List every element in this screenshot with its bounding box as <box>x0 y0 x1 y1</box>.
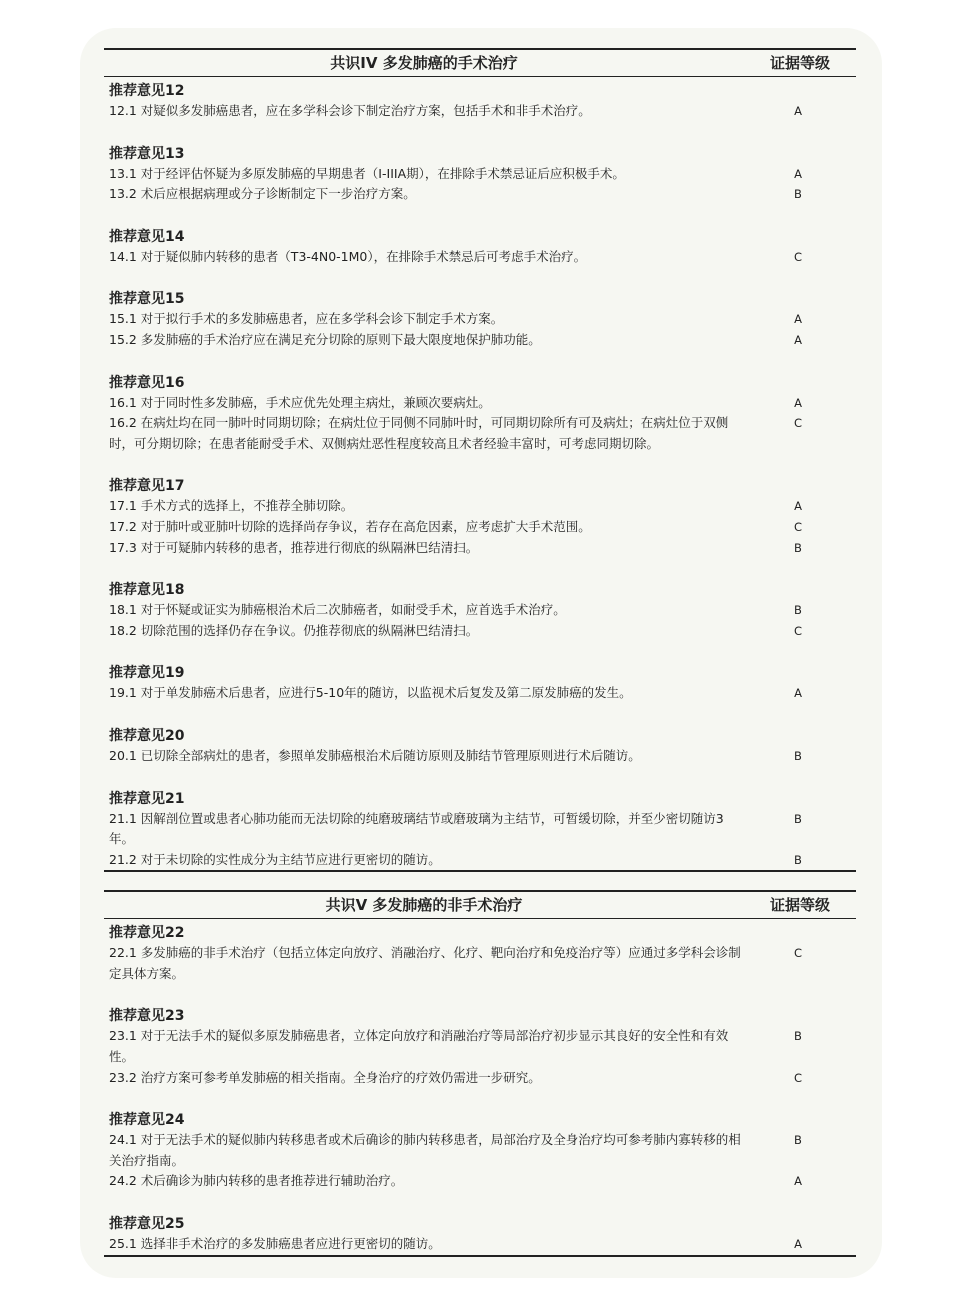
evidence-grade: B <box>794 811 802 826</box>
recommendation-block <box>104 373 856 455</box>
evidence-grade: C <box>793 519 803 534</box>
recommendation-title: 推荐意见13 <box>109 145 185 162</box>
item-text: 17.1 手术方式的选择上，不推荐全肺切除。 <box>109 498 354 514</box>
recommendation-item <box>104 413 856 454</box>
consensus-section <box>104 48 856 872</box>
recommendation-title: 推荐意见17 <box>109 478 185 495</box>
recommendation-item <box>104 600 856 621</box>
evidence-grade: C <box>793 623 803 638</box>
recommendation-item <box>104 1171 856 1192</box>
recommendation-block <box>104 1006 856 1088</box>
section-bottom-rule <box>104 1255 856 1257</box>
evidence-grade: B <box>794 852 802 867</box>
recommendation-item <box>104 621 856 642</box>
item-text: 24.1 对于无法手术的疑似肺内转移患者或术后确诊的肺内转移患者，局部治疗及全身治疗均可参考肺内寡转移的相关治疗指南。 <box>109 1132 741 1168</box>
evidence-grade: A <box>794 686 802 701</box>
item-text: 21.2 对于未切除的实性成分为主结节应进行更密切的随访。 <box>109 851 441 867</box>
item-text: 17.2 对于肺叶或亚肺叶切除的选择尚存争议，若存在高危因素，应考虑扩大手术范围。 <box>109 518 591 534</box>
recommendation-item <box>104 1068 856 1089</box>
recommendation-title: 推荐意见22 <box>109 925 185 942</box>
recommendation-item <box>104 538 856 559</box>
recommendation-block <box>104 1214 856 1255</box>
recommendation-block <box>104 1110 856 1192</box>
recommendation-item <box>104 683 856 704</box>
evidence-grade: B <box>794 540 802 555</box>
section-bottom-rule <box>104 870 856 872</box>
item-text: 13.1 对于经评估怀疑为多原发肺癌的早期患者（I-IIIA期），在排除手术禁忌证后应积极手术。 <box>109 165 625 181</box>
recommendation-block <box>104 144 856 205</box>
item-text: 14.1 对于疑似肺内转移的患者（T3-4N0-1M0），在排除手术禁忌后可考虑手术治疗。 <box>109 248 587 264</box>
section-header <box>104 48 856 77</box>
evidence-grade: C <box>793 249 803 264</box>
item-text: 22.1 多发肺癌的非手术治疗（包括立体定向放疗、消融治疗、化疗、靶向治疗和免疫治疗等）应通过多学科会诊制定具体方案。 <box>109 945 741 981</box>
recommendation-item <box>104 1130 856 1171</box>
evidence-grade: B <box>794 187 802 202</box>
item-text: 18.2 切除范围的选择仍存在争议。仍推荐彻底的纵隔淋巴结清扫。 <box>109 622 479 638</box>
recommendation-title: 推荐意见19 <box>109 665 185 682</box>
item-text: 23.1 对于无法手术的疑似多原发肺癌患者，立体定向放疗和消融治疗等局部治疗初步显示其良好的安全性和有效性。 <box>109 1028 729 1065</box>
consensus-table <box>104 48 856 1257</box>
section-title: 共识IV 多发肺癌的手术治疗 <box>330 54 518 72</box>
recommendation-item <box>104 1026 856 1067</box>
recommendation-item <box>104 850 856 871</box>
recommendation-title: 推荐意见12 <box>109 83 185 99</box>
recommendation-title: 推荐意见20 <box>109 727 185 744</box>
recommendation-block <box>104 81 856 122</box>
evidence-grade-header: 证据等级 <box>769 896 830 915</box>
recommendation-title: 推荐意见16 <box>109 374 185 391</box>
recommendation-block <box>104 663 856 704</box>
recommendation-title: 推荐意见24 <box>109 1112 185 1129</box>
consensus-section <box>104 890 856 1256</box>
recommendation-block <box>104 789 856 871</box>
recommendation-title: 推荐意见15 <box>109 291 185 308</box>
recommendation-item <box>104 746 856 767</box>
item-text: 16.2 在病灶均在同一肺叶时同期切除；在病灶位于同侧不同肺叶时，可同期切除所有可及病灶；在病灶位于双侧时，可分期切除；在患者能耐受手术、双侧病灶恶性程度较高且术者经验丰富时，可考虑同期切除。 <box>109 415 729 451</box>
evidence-grade: A <box>794 1174 802 1189</box>
recommendation-item <box>104 309 856 330</box>
evidence-grade: A <box>794 499 802 514</box>
evidence-grade: A <box>794 166 802 181</box>
evidence-grade: B <box>794 603 802 618</box>
recommendation-title: 推荐意见25 <box>109 1216 185 1233</box>
recommendation-item <box>104 1234 856 1255</box>
item-text: 25.1 选择非手术治疗的多发肺癌患者应进行更密切的随访。 <box>109 1236 441 1252</box>
section-header <box>104 890 856 919</box>
recommendation-title: 推荐意见18 <box>109 582 185 599</box>
recommendation-item <box>104 393 856 414</box>
recommendation-block <box>104 289 856 350</box>
evidence-grade: B <box>794 1029 802 1044</box>
recommendation-block <box>104 923 856 984</box>
item-text: 15.1 对于拟行手术的多发肺癌患者，应在多学科会诊下制定手术方案。 <box>109 311 504 327</box>
recommendation-title: 推荐意见14 <box>109 228 185 245</box>
item-text: 19.1 对于单发肺癌术后患者，应进行5-10年的随访，以监视术后复发及第二原发肺癌的发生。 <box>109 685 632 701</box>
recommendation-title: 推荐意见21 <box>109 790 185 807</box>
evidence-grade: A <box>794 312 802 327</box>
recommendation-item <box>104 496 856 517</box>
item-text: 15.2 多发肺癌的手术治疗应在满足充分切除的原则下最大限度地保护肺功能。 <box>109 331 541 347</box>
item-text: 13.2 术后应根据病理或分子诊断制定下一步治疗方案。 <box>109 186 416 202</box>
recommendation-block <box>104 580 856 641</box>
evidence-grade: B <box>794 1133 802 1148</box>
item-text: 24.2 术后确诊为肺内转移的患者推荐进行辅助治疗。 <box>109 1173 404 1189</box>
item-text: 20.1 已切除全部病灶的患者，参照单发肺癌根治术后随访原则及肺结节管理原则进行术后随访。 <box>109 747 641 763</box>
recommendation-item <box>104 184 856 205</box>
section-title: 共识V 多发肺癌的非手术治疗 <box>325 896 523 915</box>
item-text: 16.1 对于同时性多发肺癌，手术应优先处理主病灶，兼顾次要病灶。 <box>109 394 491 410</box>
recommendation-block <box>104 227 856 268</box>
item-text: 17.3 对于可疑肺内转移的患者，推荐进行彻底的纵隔淋巴结清扫。 <box>109 539 479 555</box>
recommendation-item <box>104 330 856 351</box>
recommendation-item <box>104 164 856 185</box>
evidence-grade: C <box>793 1070 803 1085</box>
recommendation-item <box>104 943 856 984</box>
evidence-grade: C <box>793 946 803 961</box>
recommendation-item <box>104 517 856 538</box>
evidence-grade: B <box>794 748 802 763</box>
evidence-grade: C <box>793 416 803 431</box>
recommendation-item <box>104 247 856 268</box>
recommendation-block <box>104 476 856 558</box>
recommendation-item <box>104 101 856 122</box>
evidence-grade-header: 证据等级 <box>769 54 830 72</box>
evidence-grade: A <box>794 395 802 410</box>
evidence-grade: A <box>794 332 802 347</box>
item-text: 23.2 治疗方案可参考单发肺癌的相关指南。全身治疗的疗效仍需进一步研究。 <box>109 1069 541 1085</box>
item-text: 18.1 对于怀疑或证实为肺癌根治术后二次肺癌者，如耐受手术，应首选手术治疗。 <box>109 602 566 618</box>
evidence-grade: A <box>794 104 802 118</box>
item-text: 12.1 对疑似多发肺癌患者，应在多学科会诊下制定治疗方案，包括手术和非手术治疗。 <box>109 103 591 118</box>
recommendation-block <box>104 726 856 767</box>
evidence-grade: A <box>794 1237 802 1252</box>
recommendation-title: 推荐意见23 <box>109 1008 185 1025</box>
item-text: 21.1 因解剖位置或患者心肺功能而无法切除的纯磨玻璃结节或磨玻璃为主结节，可暂缓切除，并至少密切随访3年。 <box>109 810 724 847</box>
recommendation-item <box>104 809 856 850</box>
